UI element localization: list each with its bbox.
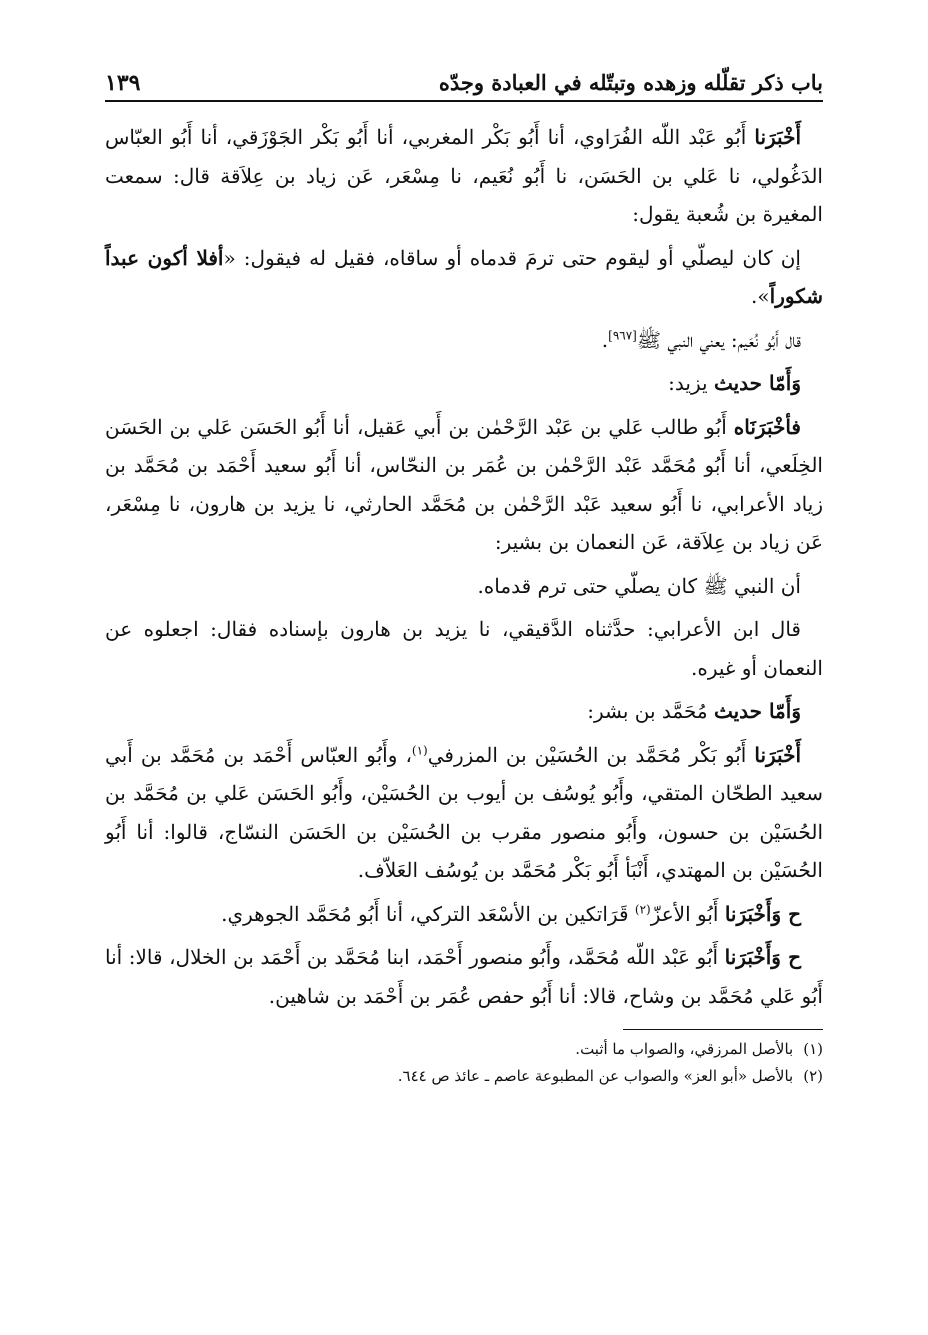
- paragraph-tail: .: [601, 327, 609, 352]
- paragraph-7: [105, 610, 823, 687]
- footnotes: [105, 1036, 823, 1090]
- book-page: [105, 70, 823, 1090]
- footnote-text: بالأصل المرزقي، والصواب ما أثبت.: [575, 1040, 794, 1058]
- paragraph-9: [105, 736, 823, 890]
- paragraph-lead: وَأَمّا حديث: [713, 699, 801, 723]
- paragraph-lead: أَخْبَرَنا: [754, 125, 801, 149]
- hadith-number: [٩٦٧]: [608, 327, 637, 342]
- footnote-item: [105, 1063, 823, 1090]
- paragraph-2: [105, 239, 823, 316]
- paragraph-text: أَبُو طالب عَلي بن عَبْد الرَّحْمٰن بن أَبي عَقيل، أنا أَبُو الحَسَن عَلي بن الحَسَن الخِلَعي، أنا أَبُو مُحَمَّد عَبْد الرَّحْمٰن بن عُمَر بن النحّاس، أنا أَبُو سعيد أَحْمَد بن مُحَمَّد بن زياد الأعرابي، نا أَبُو سعيد عَبْد الرَّحْمٰن بن مُحَمَّد الحارثي، نا يزيد بن هارون، نا مِسْعَر، عَن زياد بن عِلاَقة، عَن النعمان بن بشير:: [105, 414, 823, 554]
- paragraph-tail: ، وأَبُو العبّاس أَحْمَد بن مُحَمَّد بن أَبي سعيد الطحّان المتقي، وأَبُو يُوسُف بن أيوب بن الحُسَيْن، وأَبُو الحَسَن عَلي بن مُحَمَّد بن الحُسَيْن بن حسون، وأَبُو منصور مقرب بن الحُسَيْن بن الحَسَن النسّاج، قالوا: أنا أَبُو الحُسَيْن بن المهتدي، أَنْبَأ أَبُو بَكْر مُحَمَّد بن يُوسُف العَلاّف.: [105, 742, 823, 882]
- body-text: [105, 118, 823, 1015]
- chapter-title: باب ذكر تقلّله وزهده وتبتّله في العبادة وجدّه: [438, 70, 823, 95]
- footnote-text: بالأصل «أبو العز» والصواب عن المطبوعة عاصم ـ عائذ ص ٦٤٤.: [397, 1067, 794, 1085]
- paragraph-lead: أَخْبَرَنا: [754, 742, 802, 767]
- paragraph-1: [105, 118, 823, 234]
- paragraph-text: أَبُو عَبْد اللّه الفُرَاوي، أنا أَبُو بَكْر المغربي، أنا أَبُو بَكْر الجَوْزَقي، أنا أَبُو العبّاس الدَغُولي، نا عَلي بن الحَسَن، نا أَبُو نُعَيم، نا مِسْعَر، عَن زياد بن عِلاَقة قال: سمعت المغيرة بن شُعبة يقول:: [105, 125, 823, 226]
- paragraph-10: [105, 895, 823, 934]
- paragraph-tail: قَرَاتكين بن الأسْعَد التركي، أنا أَبُو مُحَمَّد الجوهري.: [221, 901, 635, 926]
- paragraph-11: [105, 938, 823, 1015]
- paragraph-text: أَبُو عَبْد اللّه مُحَمَّد، وأَبُو منصور أَحْمَد، ابنا مُحَمَّد بن أَحْمَد بن الخلال، قالا: أنا أَبُو عَلي مُحَمَّد بن وشاح، قالا: أنا أَبُو حفص عُمَر بن أَحْمَد بن شاهين.: [105, 945, 823, 1008]
- paragraph-lead: وَأَمّا حديث: [713, 371, 801, 395]
- paragraph-3: [105, 321, 823, 360]
- paragraph-text: مُحَمَّد بن بشر:: [587, 699, 714, 723]
- quoted-bold: أفلا أكون عبداً شكوراً: [105, 245, 823, 308]
- page-number: ١٣٩: [105, 70, 141, 96]
- running-head: [105, 70, 823, 102]
- footnote-ref-1: (١): [411, 742, 428, 757]
- paragraph-text: قال ابن الأعرابي: حدَّثناه الدَّقيقي، نا يزيد بن هارون بإسناده فقال: اجعلوه عن النعمان أو غيره.: [105, 617, 823, 680]
- paragraph-text: إن كان ليصلّي أو ليقوم حتى ترمَ قدماه أو ساقاه، فقيل له فيقول: «: [223, 245, 801, 270]
- footnote-ref-2: (٢): [634, 901, 651, 916]
- paragraph-lead: فأخْبَرَنَاه: [733, 414, 801, 439]
- paragraph-tail: ».: [751, 284, 770, 308]
- paragraph-4: [105, 364, 823, 403]
- paragraph-text: أَبُو الأعزّ: [650, 901, 725, 926]
- paragraph-6: [105, 567, 823, 606]
- paragraph-lead: ح وَأَخْبَرَنا: [724, 945, 801, 969]
- paragraph-8: [105, 692, 823, 731]
- paragraph-text: قال أَبُو نُعَيم: يعني النبي ﷺ: [636, 327, 801, 352]
- footnote-number: (١): [803, 1040, 823, 1058]
- paragraph-text: يزيد:: [668, 371, 714, 395]
- paragraph-5: [105, 408, 823, 562]
- footnote-item: [105, 1036, 823, 1063]
- paragraph-text: أَبُو بَكْر مُحَمَّد بن الحُسَيْن بن المزرفي: [427, 742, 755, 767]
- paragraph-lead: ح وَأَخْبَرَنا: [724, 901, 801, 926]
- footnote-divider: [623, 1029, 823, 1030]
- paragraph-text: أن النبي ﷺ كان يصلّي حتى ترم قدماه.: [477, 573, 801, 598]
- footnote-number: (٢): [803, 1067, 823, 1085]
